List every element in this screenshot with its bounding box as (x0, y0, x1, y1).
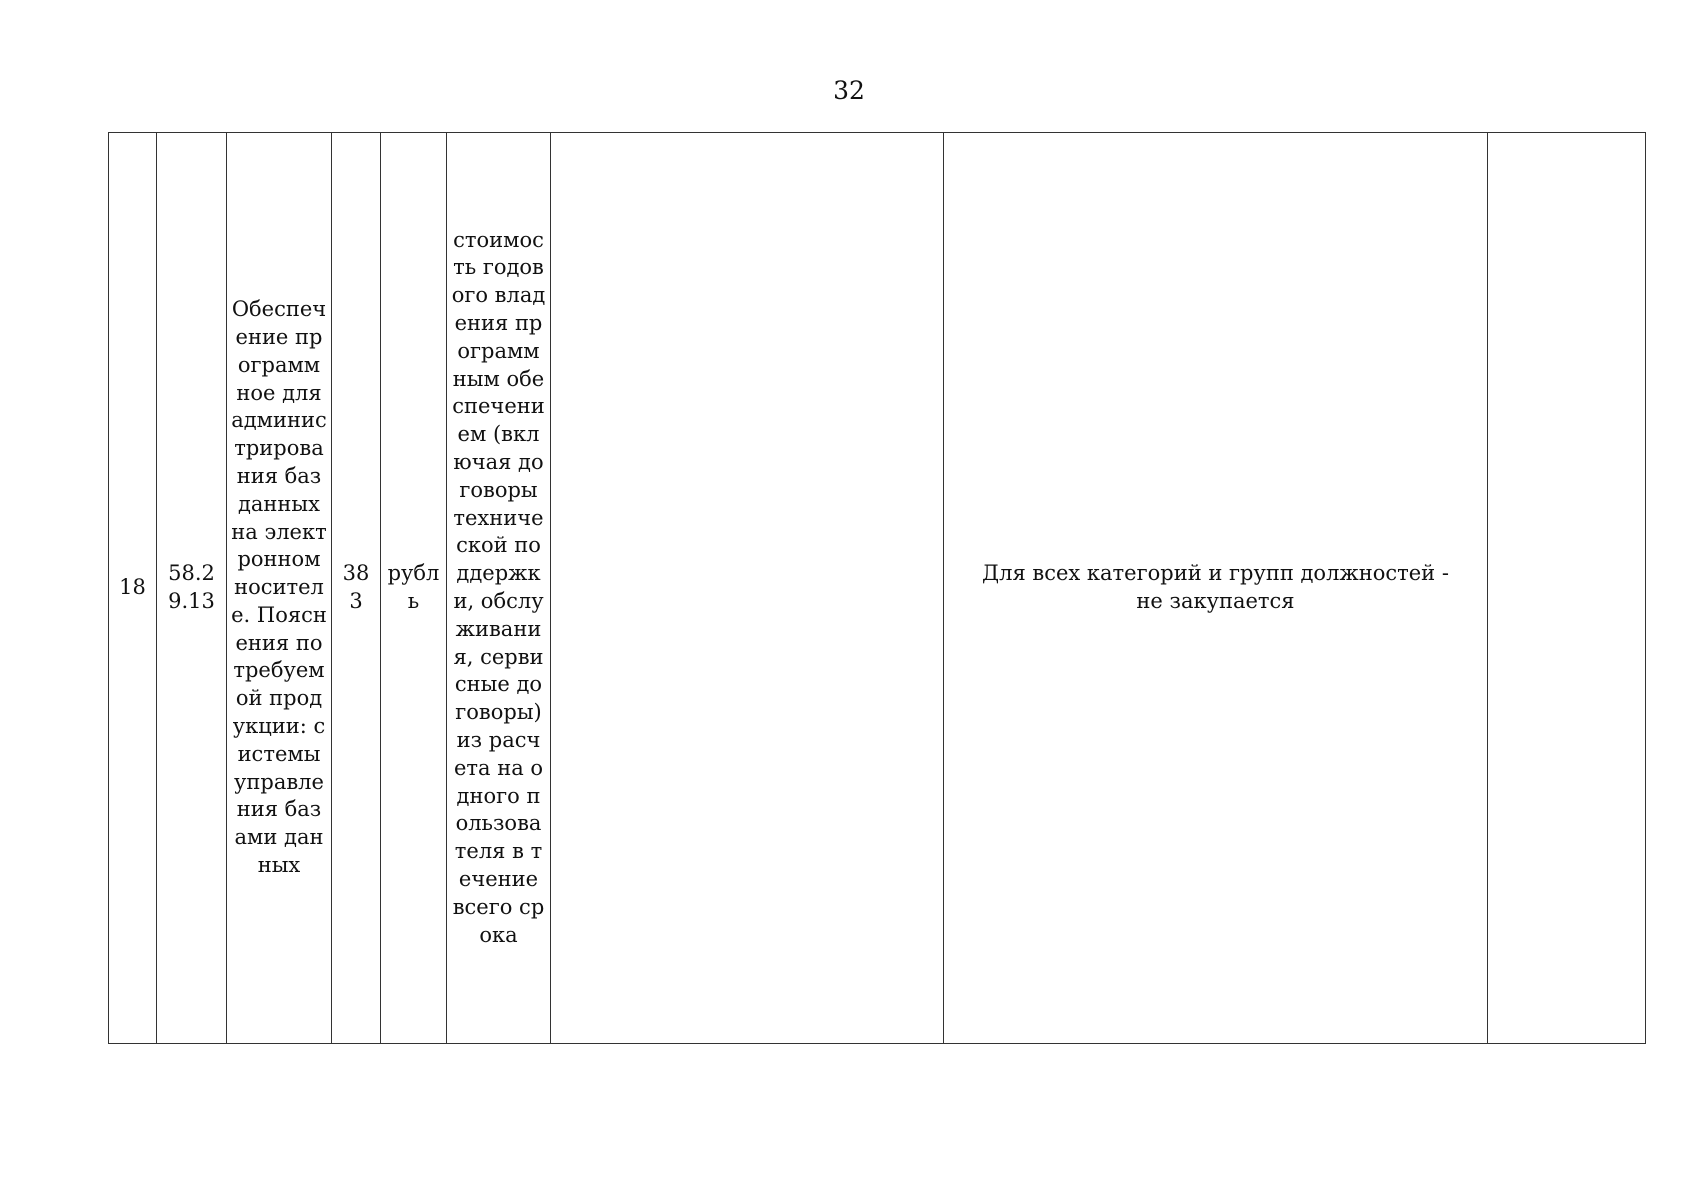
okpd-code-cell (157, 133, 227, 1044)
empty-cell-7 (551, 133, 944, 1044)
requirements-table (108, 132, 1646, 1044)
unit-name: рубль (387, 561, 440, 613)
category-note-cell (944, 133, 1488, 1044)
table-row (109, 133, 1646, 1044)
unit-name-cell (381, 133, 447, 1044)
page-number: 32 (833, 76, 865, 105)
category-note: Для всех категорий и групп должностей - не закупается (982, 561, 1449, 613)
unit-code-cell (332, 133, 381, 1044)
product-name: Обеспечение программное для администрирования баз данных на электронном носителе. Пояснения по требуемой продукции: системы управления базами данных (231, 297, 327, 878)
okpd-code: 58.29.13 (168, 561, 215, 613)
unit-code: 383 (342, 561, 370, 613)
characteristic-text: стоимость годового владения программным обеспечением (включая договоры технической поддержки, обслуживания, сервисные договоры) из расчета на одного пользователя в течение всего срока (451, 227, 546, 947)
characteristic-cell (447, 133, 551, 1044)
row-number-cell (109, 133, 157, 1044)
row-number: 18 (119, 575, 146, 600)
product-name-cell (227, 133, 332, 1044)
empty-cell-9 (1488, 133, 1646, 1044)
